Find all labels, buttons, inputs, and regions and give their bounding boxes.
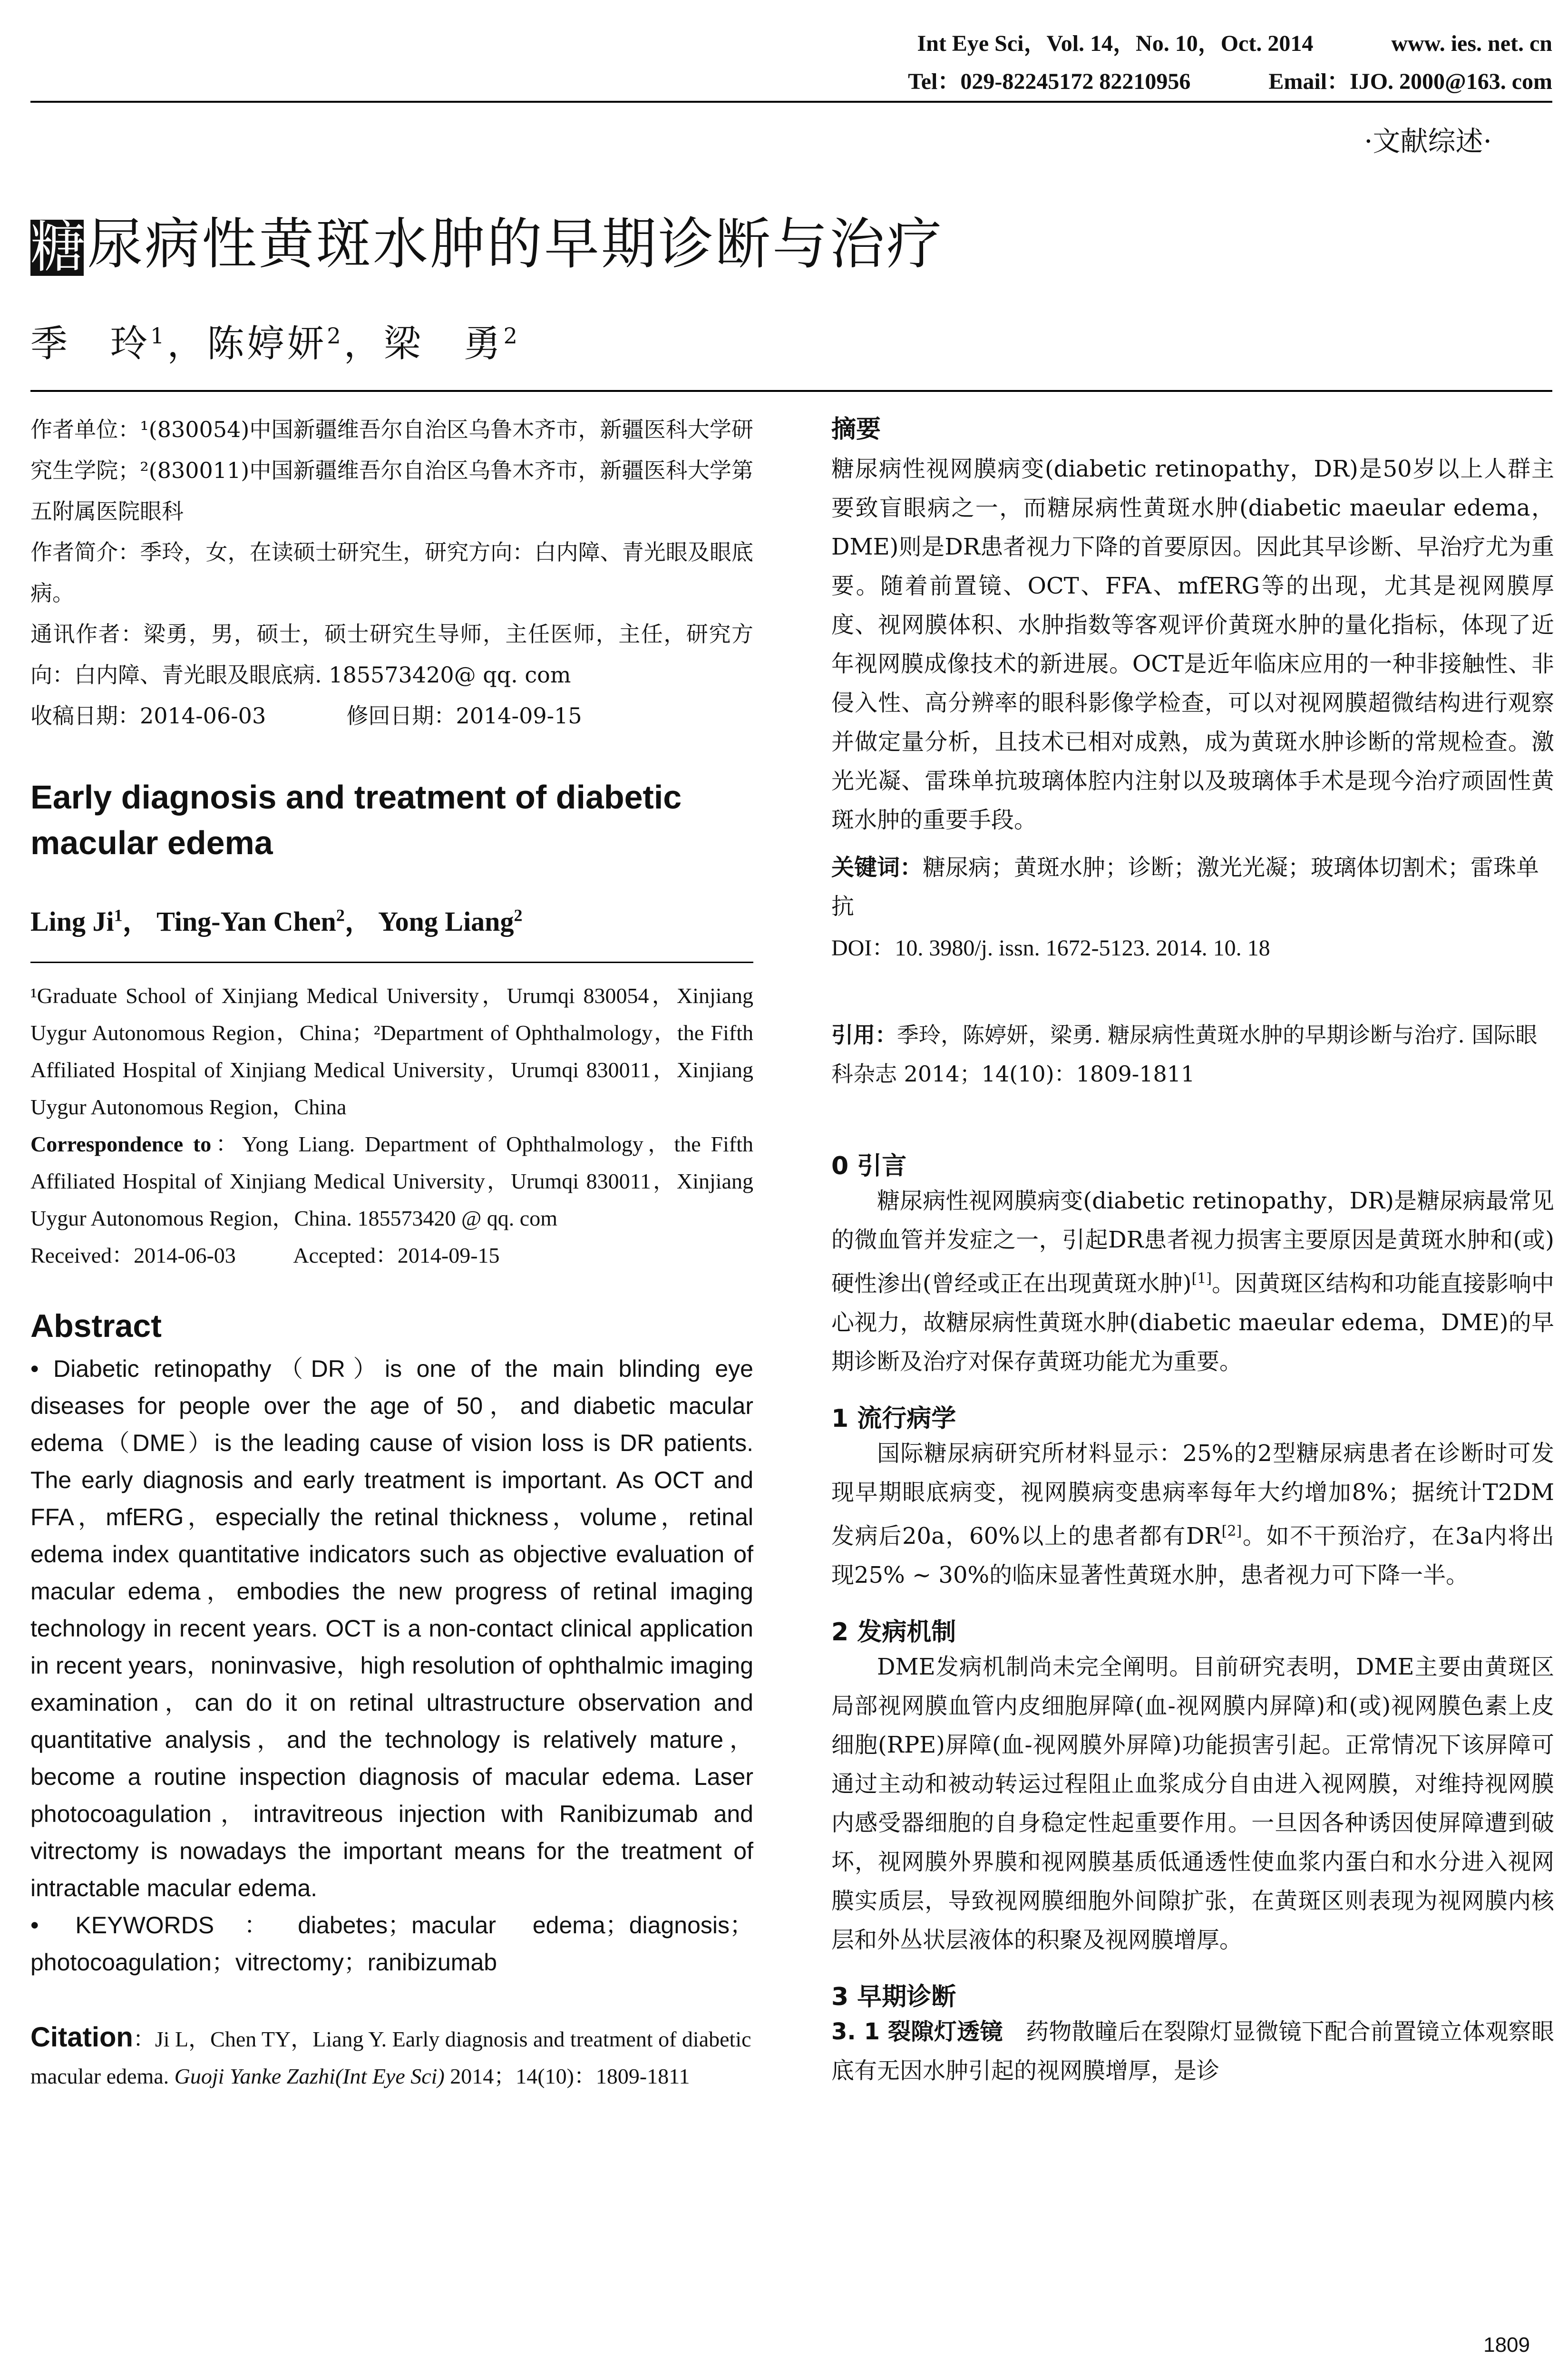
dates-en (30, 1237, 753, 1274)
section-3-1-body (831, 2012, 1554, 2090)
citation-en-tail: 2014；14(10)：1809-1811 (444, 2064, 690, 2088)
main-rule (30, 390, 1552, 392)
author-separator: ， (167, 322, 207, 365)
abstract-body (30, 1350, 753, 1981)
received-date-cn: 收稿日期：2014-06-03 (30, 703, 266, 729)
journal-email: Email：IJO. 2000@163. com (1268, 69, 1552, 94)
left-column (30, 409, 753, 2095)
keywords-cn-text: 糖尿病；黄斑水肿；诊断；激光光凝；玻璃体切割术；雷珠单抗 (831, 854, 1539, 920)
abstract-text: • Diabetic retinopathy（DR）is one of the main blinding eye diseases for people over the age of 50，and diabetic macular edema（DME）is the leading cause of vision loss is DR patients. The early diagnosis and early treatment is important. As OCT and FFA，mfERG，especially the retinal thickness，volume，retinal edema index quantitative indicators such as objective evaluation of macular edema，embodies the new progress of retinal imaging technology in recent years. OCT is a non-contact clinical application in recent years，noninvasive，high resolution of ophthalmic imaging examination，can do it on retinal ultrastructure observation and quantitative analysis，and the technology is relatively mature，become a routine inspection diagnosis of macular edema. Laser photocoagulation，intravitreous injection with Ranibizumab and vitrectomy is nowadays the important means for the treatment of intractable macular edema. (30, 1355, 753, 1901)
reference-2: [2] (1221, 1523, 1242, 1539)
section-1-text-a: 国际糖尿病研究所材料显示：25%的2型糖尿病患者在诊断时可发现早期眼底病变，视网膜病变患病率每年大约增加8%；据统计T2DM发病后20a，60%以上的患者都有DR (831, 1440, 1554, 1549)
dates-cn (30, 695, 753, 736)
correspondence-en (30, 1126, 753, 1237)
abstract-heading: Abstract (30, 1308, 162, 1344)
journal-phone: Tel：029-82245172 82210956 (908, 69, 1191, 94)
author-unit: 作者单位：¹(830054)中国新疆维吾尔自治区乌鲁木齐市，新疆医科大学研究生学院；²(830011)中国新疆维吾尔自治区乌鲁木齐市，新疆医科大学第五附属医院眼科 (30, 417, 753, 524)
section-0-heading: 0 引言 (831, 1152, 907, 1180)
correspondence-text: ：Yong Liang. Department of Ophthalmology，the Fifth Affiliated Hospital of Xinjiang Medical University，Urumqi 830011，Xinjiang Uygur Autonomous Region，China. 185573420 @ qq. com (30, 1132, 753, 1230)
header-line-2 (908, 63, 1552, 96)
keywords-cn (831, 848, 1554, 926)
author-en-name: Ling Ji (30, 906, 114, 937)
revised-date-cn: 修回日期：2014-09-15 (346, 703, 582, 729)
author-en-sup: 2 (514, 906, 523, 925)
journal-volume-info: Int Eye Sci，Vol. 14，No. 10，Oct. 2014 (917, 31, 1314, 56)
author-separator: ， (343, 322, 384, 365)
citation-en-text: ：Ji L，Chen TY，Liang Y. Early diagnosis and treatment of diabetic macular edema. (30, 2027, 751, 2088)
section-3-1-text: 药物散瞳后在裂隙灯显微镜下配合前置镜立体观察眼底有无因水肿引起的视网膜增厚，是诊 (831, 2018, 1554, 2084)
journal-website: www. ies. net. cn (1391, 31, 1552, 56)
abstract-cn-heading: 摘要 (831, 415, 881, 444)
author-cn-name: 梁 勇 (383, 322, 504, 365)
section-3-1-heading: 3. 1 裂隙灯透镜 (831, 2018, 1003, 2045)
author-cn-name: 季 玲 (30, 322, 151, 365)
section-2-body (831, 1647, 1554, 1959)
abstract-cn-body: 糖尿病性视网膜病变(diabetic retinopathy，DR)是50岁以上人群主要致盲眼病之一，而糖尿病性黄斑水肿(diabetic maeular edema，DME)则是DR患者视力下降的首要原因。因此其早诊断、早治疗尤为重要。随着前置镜、OCT、FFA、mfERG等的出现，尤其是视网膜厚度、视网膜体积、水肿指数等客观评价黄斑水肿的量化指标，体现了近年视网膜成像技术的新进展。OCT是近年临床应用的一种非接触性、非侵入性、高分辨率的眼科影像学检查，可以对视网膜超微结构进行观察并做定量分析，且技术已相对成熟，成为黄斑水肿诊断的常规检查。激光光凝、雷珠单抗玻璃体腔内注射以及玻璃体手术是现今治疗顽固性黄斑水肿的重要手段。 (831, 456, 1554, 833)
author-cn-sup: 2 (503, 323, 520, 349)
doi: DOI：10. 3980/j. issn. 1672-5123. 2014. 10. 18 (831, 935, 1270, 961)
keywords-en: • KEYWORDS：diabetes；macular edema；diagnosis；photocoagulation；vitrectomy；ranibizumab (30, 1912, 753, 1976)
section-0-text-b: 。因黄斑区结构和功能直接影响中心视力，故糖尿病性黄斑水肿(diabetic maeular edema，DME)的早期诊断及治疗对保存黄斑功能尤为重要。 (831, 1270, 1554, 1375)
author-en-sup: 1 (114, 906, 123, 925)
corresponding-author: 通讯作者：梁勇，男，硕士，硕士研究生导师，主任医师，主任，研究方向：白内障、青光眼及眼底病. 185573420@ qq. com (30, 621, 753, 688)
affiliation-en: ¹Graduate School of Xinjiang Medical University，Urumqi 830054，Xinjiang Uygur Autonomous Region，China；²Department of Ophthalmology，the Fifth Affiliated Hospital of Xinjiang Medical University，Urumqi 830011，Xinjiang Uygur Autonomous Region，China (30, 984, 753, 1119)
section-1-text-b: 。如不干预治疗，在3a内将出现25% ~ 30%的临床显著性黄斑水肿，患者视力可下降一半。 (831, 1523, 1554, 1588)
right-column (831, 409, 1554, 2090)
citation-en-label: Citation (30, 2022, 133, 2053)
author-cn-name: 陈婷妍 (207, 322, 327, 365)
section-tag: ·文献综述· (1364, 125, 1492, 157)
title-drop-char: 糖 (30, 215, 88, 280)
accepted-date-en: Accepted：2014-09-15 (293, 1243, 500, 1267)
correspondence-label: Correspondence to (30, 1132, 212, 1156)
section-2-paragraph: DME发病机制尚未完全阐明。目前研究表明，DME主要由黄斑区局部视网膜血管内皮细胞屏障(血-视网膜内屏障)和(或)视网膜色素上皮细胞(RPE)屏障(血-视网膜外屏障)功能损害引起。正常情况下该屏障可通过主动和被动转运过程阻止血浆成分自由进入视网膜，对维持视网膜内感受器细胞的自身稳定性起重要作用。一旦因各种诱因使屏障遭到破坏，视网膜外界膜和视网膜基质低通透性使血浆内蛋白和水分进入视网膜实质层，导致视网膜细胞外间隙扩张，在黄斑区则表现为视网膜内核层和外丛状层液体的积聚及视网膜增厚。 (831, 1654, 1554, 1953)
article-title (30, 200, 944, 279)
header-rule (30, 101, 1552, 103)
english-title: Early diagnosis and treatment of diabetic macular edema (30, 779, 682, 861)
section-1-body (831, 1434, 1554, 1595)
author-en-name: Ting-Yan Chen (156, 906, 336, 937)
section-2-heading: 2 发病机制 (831, 1618, 956, 1646)
section-1-paragraph (831, 1434, 1554, 1595)
journal-header (30, 25, 1552, 101)
citation-cn (831, 1015, 1554, 1093)
header-line-1 (917, 25, 1552, 58)
authors-en: Ling Ji$^1$， Ting-Yan Chen$^2$， Yong Liang$^2$ (30, 906, 523, 937)
author-intro: 作者简介：季玲，女，在读硕士研究生，研究方向：白内障、青光眼及眼底病。 (30, 539, 753, 606)
author-en-name: Yong Liang (378, 906, 514, 937)
authors-cn (30, 314, 520, 367)
reference-1: [1] (1191, 1270, 1212, 1287)
author-en-sup: 2 (336, 906, 345, 925)
citation-cn-label: 引用： (831, 1022, 897, 1048)
section-0-body (831, 1181, 1554, 1381)
affil-rule (30, 962, 753, 963)
section-3-heading: 3 早期诊断 (831, 1983, 956, 2011)
author-cn-sup: 1 (150, 323, 167, 349)
citation-cn-text: 季玲，陈婷妍，梁勇. 糖尿病性黄斑水肿的早期诊断与治疗. 国际眼科杂志 2014；14(10)：1809-1811 (831, 1022, 1538, 1087)
section-1-heading: 1 流行病学 (831, 1404, 956, 1433)
title-text: 尿病性黄斑水肿的早期诊断与治疗 (88, 212, 944, 276)
page-number: 1809 (1483, 2333, 1530, 2357)
section-0-paragraph (831, 1181, 1554, 1381)
section-0-text-a: 糖尿病性视网膜病变(diabetic retinopathy，DR)是糖尿病最常见的微血管并发症之一，引起DR患者视力损害主要原因是黄斑水肿和(或)硬性渗出(曾经或正在出现黄斑水肿) (831, 1188, 1554, 1297)
citation-en-journal: Guoji Yanke Zazhi(Int Eye Sci) (174, 2064, 445, 2088)
citation-en (30, 2019, 753, 2095)
received-date-en: Received：2014-06-03 (30, 1243, 236, 1267)
keywords-cn-label: 关键词： (831, 854, 923, 881)
author-cn-sup: 2 (327, 323, 344, 349)
